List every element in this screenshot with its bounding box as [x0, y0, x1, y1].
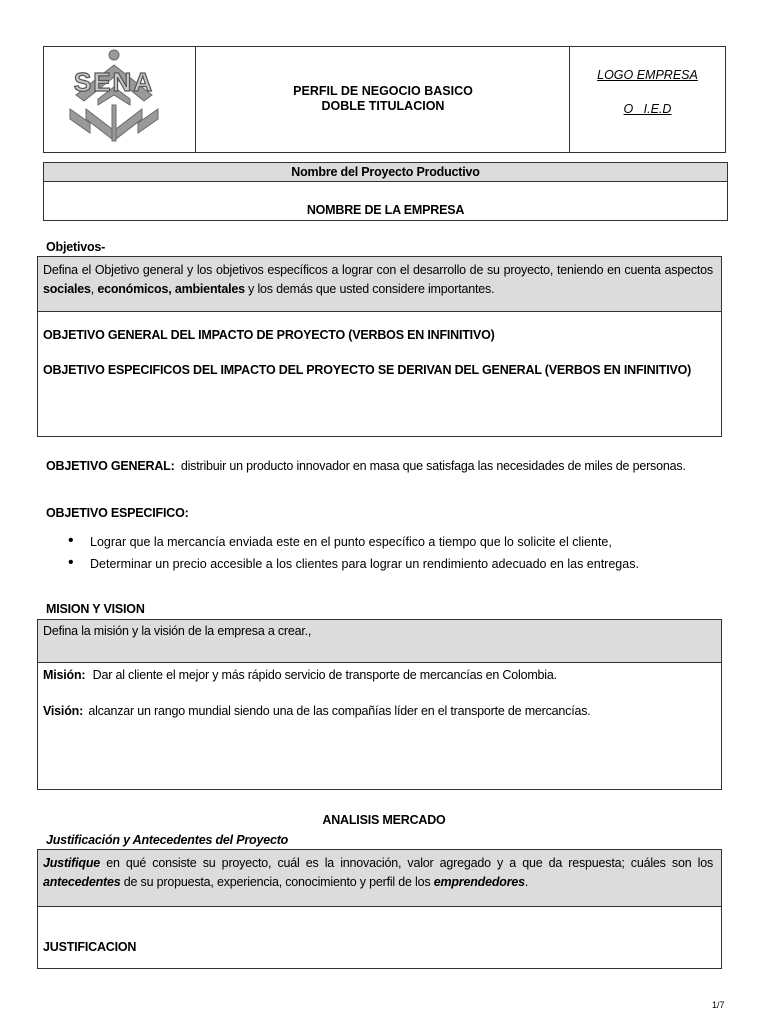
project-label: Nombre del Proyecto Productivo: [44, 163, 727, 182]
mision-label: Misión:: [43, 668, 86, 682]
objetivo-general-label: OBJETIVO GENERAL:: [46, 459, 175, 473]
logo-empresa-label: LOGO EMPRESA: [597, 68, 698, 82]
vision-label: Visión:: [43, 704, 84, 718]
analisis-text-1: en qué consiste su proyecto, cuál es la innovación, valor agregado y a que da respuesta; cuáles son los: [106, 856, 713, 870]
project-table: [43, 162, 728, 221]
sena-logo-icon: [46, 49, 194, 149]
mision-vision-heading: MISION Y VISION: [46, 602, 145, 616]
sena-logo: [46, 49, 194, 149]
header-logo-empresa-cell: [569, 47, 725, 152]
title-line-1: PERFIL DE NEGOCIO BASICO: [293, 84, 473, 98]
analisis-heading: ANALISIS MERCADO: [322, 813, 446, 827]
mision-vision-instruction-row: [38, 620, 721, 663]
sena-logo-text: SENA: [73, 67, 155, 97]
objetivo-general-text: distribuir un producto innovador en masa que satisfaga las necesidades de miles de personas.: [180, 459, 686, 473]
instruction-bold-sociales: sociales: [43, 282, 91, 296]
analisis-text-3: .: [524, 875, 529, 889]
analisis-table: [37, 849, 722, 969]
objetivos-instruction: [43, 261, 713, 299]
emprendedores-word: emprendedores: [433, 875, 525, 889]
analisis-subheading: Justificación y Antecedentes del Proyecto: [46, 833, 289, 847]
objetivos-heading: Objetivos-: [46, 240, 106, 254]
page-title: [196, 84, 570, 114]
objetivos-instruction-row: [38, 257, 721, 312]
list-item: • Lograr que la mercancía enviada este en el punto específico a tiempo que lo solicite el cliente,: [64, 531, 704, 553]
objetivo-especificos-title: OBJETIVO ESPECIFICOS DEL IMPACTO DEL PROYECTO SE DERIVAN DEL GENERAL (VERBOS EN INFINITIVO): [43, 363, 692, 377]
instruction-sep: ,: [90, 282, 95, 296]
instruction-bold-economicos: económicos,: [97, 282, 172, 296]
analisis-text-2: de su propuesta, experiencia, conocimiento y perfil de los: [123, 875, 431, 889]
objetivos-table: [37, 256, 722, 437]
analisis-instruction: [43, 854, 713, 892]
mision-vision-instruction: Defina la misión y la visión de la empresa a crear.,: [43, 624, 312, 638]
header-title-cell: [195, 47, 570, 152]
antecedentes-word: antecedentes: [43, 875, 121, 889]
page-number: 1/7: [712, 1000, 725, 1010]
list-item: • Determinar un precio accesible a los clientes para lograr un rendimiento adecuado en las entregas.: [64, 553, 704, 575]
justificacion-label: JUSTIFICACION: [43, 940, 137, 954]
justifique-word: Justifique: [43, 856, 101, 870]
o-ied-label: O I.E.D: [623, 102, 672, 116]
vision-line: [43, 704, 591, 718]
mision-vision-table: [37, 619, 722, 790]
analisis-instruction-row: [38, 850, 721, 907]
objetivo-especifico-list: [64, 531, 704, 575]
instruction-bold-ambientales: ambientales: [174, 282, 245, 296]
title-line-2: DOBLE TITULACION: [321, 99, 445, 113]
objetivo-especifico-label: OBJETIVO ESPECIFICO:: [46, 506, 189, 520]
instruction-text-2: y los demás que usted considere importantes.: [248, 282, 495, 296]
instruction-text-1: Defina el Objetivo general y los objetivos específicos a lograr con el desarrollo de su proyecto, teniendo en cuenta aspectos: [43, 263, 713, 277]
header-table: [43, 46, 726, 153]
vision-text: alcanzar un rango mundial siendo una de las compañías líder en el transporte de mercancías.: [88, 704, 591, 718]
objetivo-general-title: OBJETIVO GENERAL DEL IMPACTO DE PROYECTO (VERBOS EN INFINITIVO): [43, 328, 495, 342]
mision-text: Dar al cliente el mejor y más rápido servicio de transporte de mercancías en Colombia.: [92, 668, 557, 682]
company-name: NOMBRE DE LA EMPRESA: [306, 203, 465, 217]
mision-line: [43, 668, 557, 682]
objetivo-general-line: [46, 459, 686, 473]
